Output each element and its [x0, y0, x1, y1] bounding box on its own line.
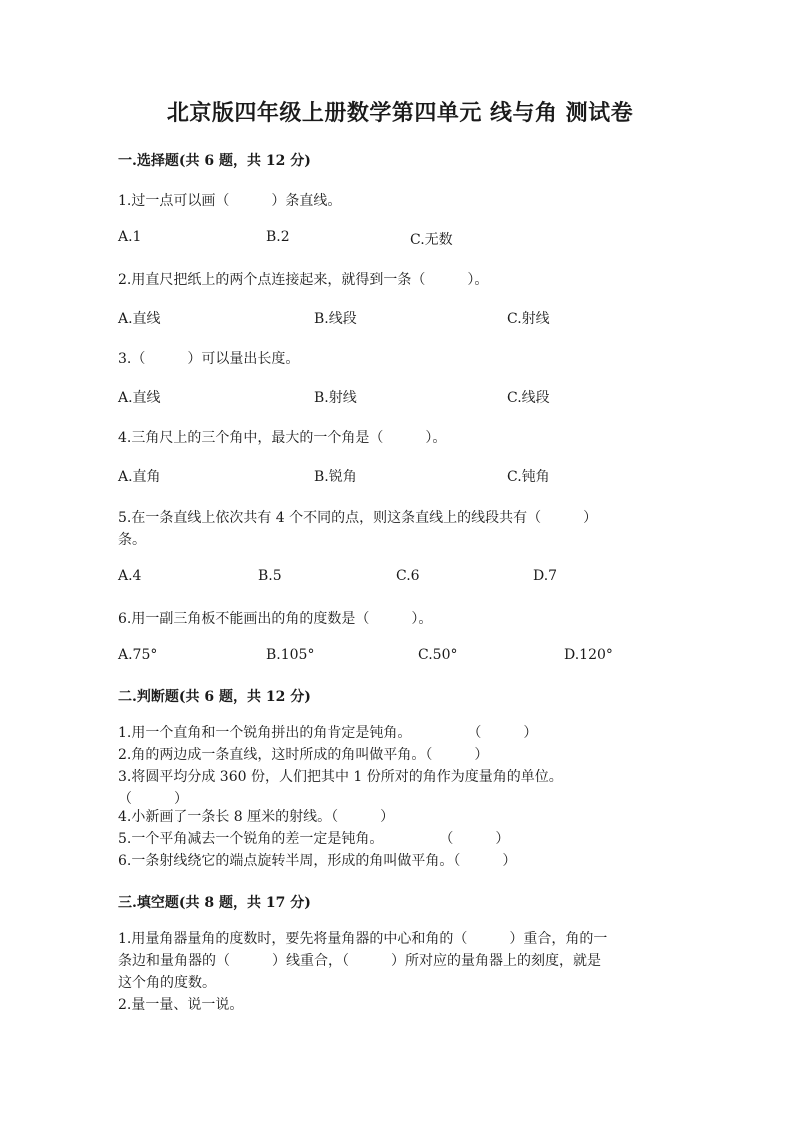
fill-item-1-line1: 1.用量角器量角的度数时，要先将量角器的中心和角的（ ）重合，角的一	[118, 931, 608, 947]
question-3-stem: 3.（ ）可以量出长度。	[118, 351, 300, 367]
question-4-option-c: C.钝角	[507, 469, 550, 485]
question-1-option-a: A.1	[118, 229, 142, 245]
question-3-option-c: C.线段	[507, 390, 550, 406]
judgment-item-3: 3.将圆平均分成 360 份，人们把其中 1 份所对的角作为度量角的单位。	[118, 769, 563, 785]
question-1-option-c: C.无数	[410, 232, 453, 248]
question-4-option-b: B.锐角	[314, 469, 357, 485]
question-2-option-b: B.线段	[314, 311, 357, 327]
question-6-option-a: A.75°	[118, 647, 158, 663]
fill-item-2: 2.量一量、说一说。	[118, 997, 244, 1013]
question-2-option-a: A.直线	[118, 311, 161, 327]
question-6-option-b: B.105°	[266, 647, 315, 663]
question-6-option-c: C.50°	[418, 647, 458, 663]
question-5-stem-line2: 条。	[118, 532, 146, 548]
judgment-item-3-blank: （ ）	[118, 791, 188, 807]
judgment-item-1: 1.用一个直角和一个锐角拼出的角肯定是钝角。 （ ）	[118, 725, 538, 741]
question-5-option-b: B.5	[258, 568, 282, 584]
question-5-option-d: D.7	[533, 568, 558, 584]
question-5-option-c: C.6	[396, 568, 420, 584]
question-6-stem: 6.用一副三角板不能画出的角的度数是（ ）。	[118, 611, 433, 627]
question-5-stem-line1: 5.在一条直线上依次共有 4 个不同的点，则这条直线上的线段共有（ ）	[118, 510, 598, 526]
question-6-option-d: D.120°	[564, 647, 613, 663]
question-3-option-b: B.射线	[314, 390, 357, 406]
judgment-item-2: 2.角的两边成一条直线，这时所成的角叫做平角。（ ）	[118, 747, 489, 763]
fill-item-1-line2: 条边和量角器的（ ）线重合，（ ）所对应的量角器上的刻度，就是	[118, 953, 601, 969]
question-1-option-b: B.2	[266, 229, 290, 245]
question-3-option-a: A.直线	[118, 390, 161, 406]
question-2-stem: 2.用直尺把纸上的两个点连接起来，就得到一条（ ）。	[118, 272, 489, 288]
question-4-stem: 4.三角尺上的三个角中，最大的一个角是（ ）。	[118, 430, 447, 446]
section-heading-choice: 一.选择题(共 6 题，共 12 分)	[118, 153, 311, 169]
question-4-option-a: A.直角	[118, 469, 161, 485]
fill-item-1-line3: 这个角的度数。	[118, 975, 216, 991]
question-5-option-a: A.4	[118, 568, 142, 584]
judgment-item-6: 6.一条射线绕它的端点旋转半周，形成的角叫做平角。（ ）	[118, 853, 517, 869]
judgment-item-5: 5.一个平角减去一个锐角的差一定是钝角。 （ ）	[118, 831, 510, 847]
question-2-option-c: C.射线	[507, 311, 550, 327]
section-heading-fill-blank: 三.填空题(共 8 题，共 17 分)	[118, 895, 311, 911]
judgment-item-4: 4.小新画了一条长 8 厘米的射线。（ ）	[118, 809, 395, 825]
document-title: 北京版四年级上册数学第四单元 线与角 测试卷	[166, 100, 634, 126]
question-1-stem: 1.过一点可以画（ ）条直线。	[118, 193, 342, 209]
section-heading-judgment: 二.判断题(共 6 题，共 12 分)	[118, 689, 311, 705]
